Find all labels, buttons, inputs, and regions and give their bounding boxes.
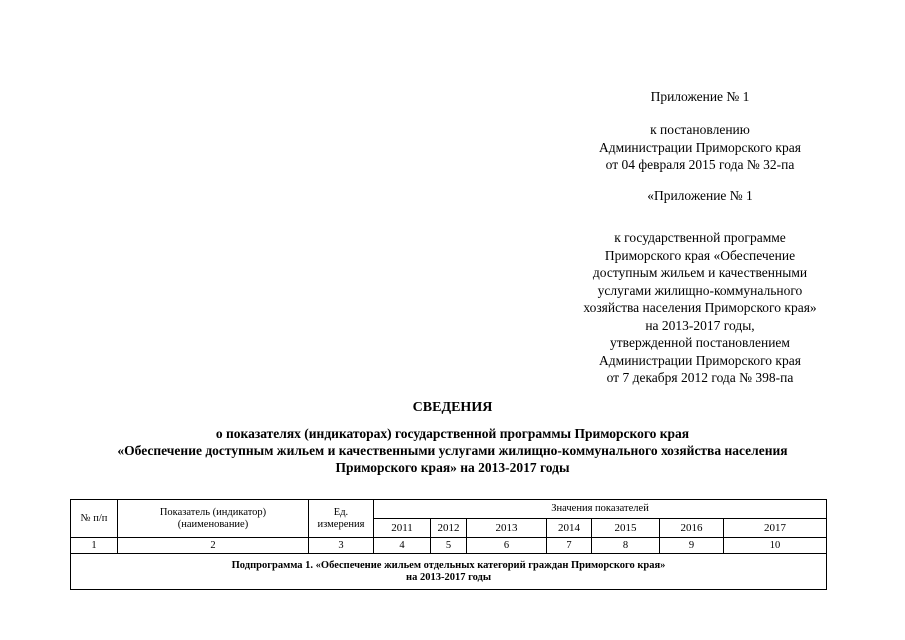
annex-decree-line: к постановлению	[650, 122, 750, 137]
header-year: 2017	[724, 519, 827, 538]
indicators-table	[70, 499, 827, 590]
header-row-number: № п/п	[71, 500, 118, 538]
annex-program-reference	[560, 229, 840, 387]
header-year: 2012	[431, 519, 467, 538]
header-unit	[309, 500, 374, 538]
column-number: 6	[467, 538, 547, 554]
header-year: 2014	[547, 519, 592, 538]
annex-program-line: к государственной программе	[614, 230, 786, 245]
annex-program-line: утвержденной постановлением	[610, 335, 790, 350]
annex-program-line: Приморского края «Обеспечение	[604, 247, 796, 263]
column-number: 7	[547, 538, 592, 554]
column-number: 4	[374, 538, 431, 554]
document-subtitle-line: «Обеспечение доступным жильем и качественными услугами жилищно-коммунального хозяйства населения	[117, 443, 788, 458]
document-subtitle-line: Приморского края» на 2013-2017 годы	[335, 460, 570, 475]
column-number: 8	[592, 538, 660, 554]
annex-program-line: Администрации Приморского края	[599, 352, 801, 368]
header-values: Значения показателей	[374, 500, 827, 519]
annex-program-line: доступным жильем и качественными	[592, 265, 808, 280]
subprogram-row	[71, 554, 827, 590]
annex-title-text: Приложение № 1	[650, 89, 750, 104]
header-year: 2013	[467, 519, 547, 538]
annex-program-title-text: «Приложение № 1	[647, 188, 753, 203]
header-year: 2015	[592, 519, 660, 538]
document-subtitle-line: о показателях (индикаторах) государственной программы Приморского края	[215, 426, 690, 441]
subprogram-line: на 2013-2017 годы	[406, 571, 492, 583]
column-number: 5	[431, 538, 467, 554]
header-indicator-line: (наименование)	[177, 518, 249, 530]
annex-program-title	[560, 187, 840, 205]
annex-decree-line: от 04 февраля 2015 года № 32-па	[605, 157, 795, 172]
document-subtitle	[0, 425, 905, 476]
annex-program-line: хозяйства населения Приморского края»	[583, 300, 817, 315]
annex-decree-reference	[560, 121, 840, 174]
header-indicator	[118, 500, 309, 538]
column-number: 9	[660, 538, 724, 554]
column-number: 2	[118, 538, 309, 554]
column-number: 3	[309, 538, 374, 554]
column-number: 10	[724, 538, 827, 554]
annex-decree-line: Администрации Приморского края	[599, 139, 801, 155]
header-indicator-line: Показатель (индикатор)	[159, 506, 267, 518]
column-number: 1	[71, 538, 118, 554]
document-title: СВЕДЕНИЯ	[412, 400, 493, 415]
header-year: 2016	[660, 519, 724, 538]
annex-program-line: на 2013-2017 годы,	[645, 317, 755, 333]
annex-program-line: от 7 декабря 2012 года № 398-па	[606, 370, 794, 385]
subprogram-line: Подпрограмма 1. «Обеспечение жильем отдельных категорий граждан Приморского края»	[231, 559, 666, 571]
header-unit-line: измерения	[317, 518, 365, 530]
annex-program-line: услугами жилищно-коммунального	[597, 282, 803, 298]
annex-title	[560, 88, 840, 106]
header-unit-line: Ед.	[333, 506, 349, 518]
header-year: 2011	[374, 519, 431, 538]
